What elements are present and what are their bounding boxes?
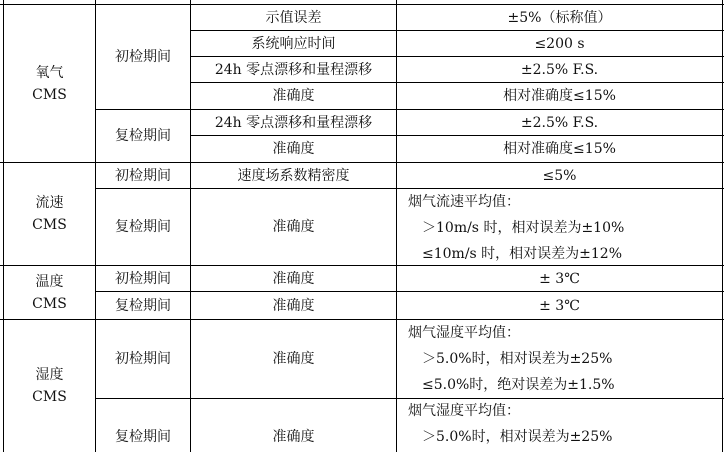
period-label: 初检期间 (115, 49, 171, 65)
item-cell: 准确度 (272, 429, 315, 445)
requirement-multiline (408, 398, 612, 450)
item-cell: 准确度 (272, 297, 315, 314)
requirement-cell: ±5%（标称值） (507, 9, 612, 26)
item-cell: 示值误差 (265, 9, 322, 26)
group-name-line1: 温度 (35, 273, 64, 290)
requirement-multiline (408, 189, 624, 267)
requirement-cell: ± 3℃ (539, 270, 580, 287)
period-label: 初检期间 (115, 167, 171, 184)
requirement-line: ＞5.0%时，相对误差为±25% (422, 429, 613, 445)
requirement-cell: ≤5% (542, 167, 577, 184)
group-name-line2: CMS (32, 86, 67, 103)
group-name-line1: 氧气 (35, 64, 64, 81)
requirement-line: ≤5.0%时，绝对误差为±1.5% (422, 377, 615, 393)
requirement-cell: ±2.5% F.S. (520, 114, 599, 131)
group-name-line2: CMS (32, 389, 67, 405)
period-label: 初检期间 (115, 351, 171, 367)
requirement-line: ＞5.0%时，相对误差为±25% (422, 351, 613, 367)
requirement-line: 烟气湿度平均值： (408, 403, 520, 419)
group-name-temperature (4, 266, 95, 319)
group-name-humidity (4, 320, 95, 452)
group-name-oxygen (4, 5, 95, 162)
item-cell: 24h 零点漂移和量程漂移 (214, 61, 373, 78)
requirement-cell: ≤200 s (534, 35, 585, 52)
requirement-cell: 相对准确度≤15% (503, 141, 616, 157)
requirement-line: ≤10m/s 时，相对误差为±12% (422, 246, 623, 262)
period-label: 复检期间 (115, 297, 171, 314)
item-cell: 系统响应时间 (251, 35, 336, 52)
item-cell: 准确度 (272, 270, 315, 287)
requirement-cell: ± 3℃ (539, 297, 580, 314)
period-label: 复检期间 (115, 219, 171, 235)
requirement-line: 烟气湿度平均值： (408, 325, 520, 341)
group-name-flow (4, 163, 95, 265)
item-cell: 准确度 (272, 351, 315, 367)
column-rule (722, 0, 723, 452)
requirement-line: 烟气流速平均值： (408, 194, 520, 210)
requirement-line: ＞10m/s 时，相对误差为±10% (422, 220, 625, 236)
requirement-multiline (408, 320, 615, 398)
period-label: 初检期间 (115, 270, 171, 287)
period-label: 复检期间 (115, 128, 171, 144)
item-cell: 速度场系数精密度 (237, 167, 350, 184)
group-name-line2: CMS (32, 217, 67, 233)
group-name-line1: 流速 (35, 195, 64, 211)
group-name-line1: 湿度 (35, 367, 64, 383)
item-cell: 准确度 (272, 141, 315, 157)
group-name-line2: CMS (32, 295, 67, 312)
item-cell: 准确度 (272, 88, 315, 104)
period-label: 复检期间 (115, 429, 171, 445)
item-cell: 24h 零点漂移和量程漂移 (214, 114, 373, 131)
requirement-cell: 相对准确度≤15% (503, 88, 616, 104)
requirement-cell: ±2.5% F.S. (520, 61, 599, 78)
item-cell: 准确度 (272, 219, 315, 235)
